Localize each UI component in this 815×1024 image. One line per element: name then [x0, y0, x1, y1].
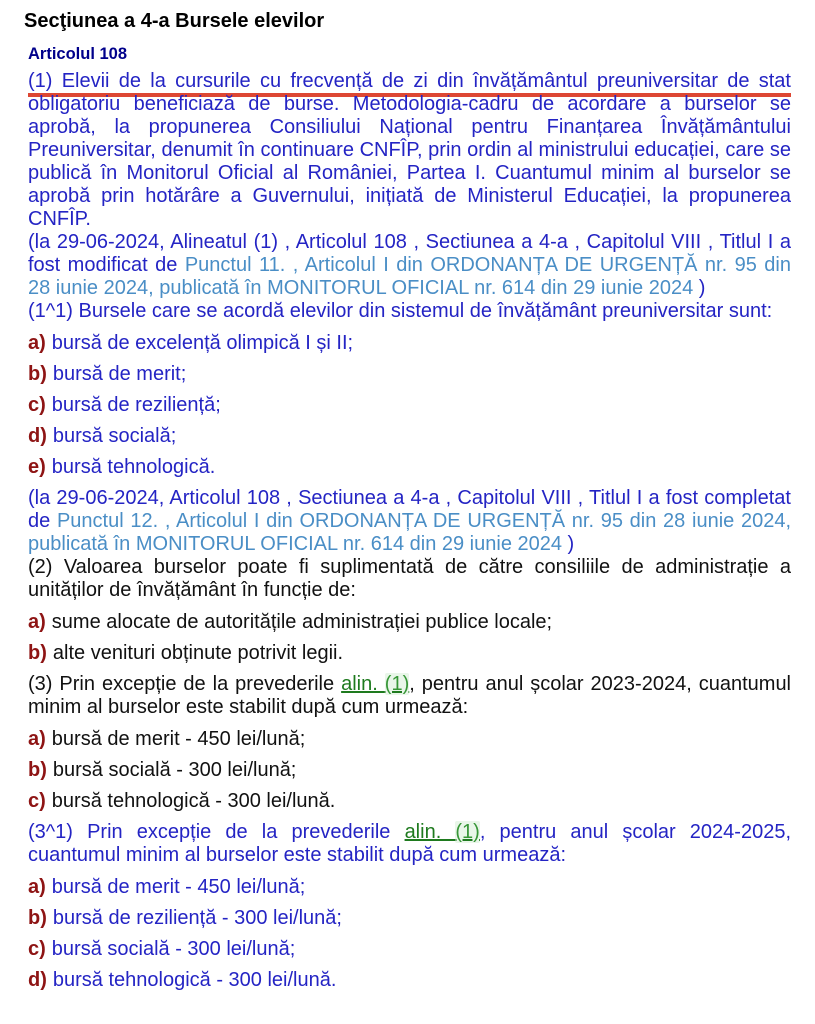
amendment-note-2-ordinance-link[interactable]: Punctul 12. , Articolul I din ORDONANȚA DE URGENȚĂ nr. 95 din 28 iunie 2024, publicată în MONITORUL OFICIAL nr. 614 din 29 iunie 2024 [28, 510, 791, 555]
paragraph-1-1: (1^1) Bursele care se acordă elevilor din sistemul de învățământ preuniversitar sunt: [28, 300, 773, 322]
list-item-text: bursă socială - 300 lei/lună; [51, 938, 296, 960]
list-item-marker: d) [28, 969, 47, 991]
list-item-text: bursă de reziliență - 300 lei/lună; [52, 907, 342, 929]
list-item [28, 969, 791, 991]
list-item [28, 759, 791, 781]
list-item-text: bursă tehnologică - 300 lei/lună. [52, 969, 337, 991]
alin-link-ref: (1) [455, 821, 480, 843]
list-item-marker: a) [28, 332, 46, 354]
list-item-text: bursă de merit; [52, 363, 187, 385]
amounts-2024-list [28, 876, 791, 991]
list-item-text: bursă tehnologică - 300 lei/lună. [51, 790, 336, 812]
list-item-text: alte venituri obținute potrivit legii. [52, 642, 344, 664]
list-item-text: bursă de excelență olimpică I și II; [51, 332, 354, 354]
list-item [28, 611, 791, 633]
list-item-marker: b) [28, 363, 47, 385]
amendment-note-2 [28, 487, 791, 556]
list-item [28, 642, 791, 664]
alin-1-link[interactable] [341, 673, 409, 695]
paragraph-3 [28, 673, 791, 719]
amendment-note-2-suffix: ) [561, 533, 575, 555]
alin-link-ref: (1) [384, 673, 410, 695]
list-item-text: bursă de merit - 450 lei/lună; [51, 728, 306, 750]
list-item-marker: b) [28, 907, 47, 929]
list-item-marker: a) [28, 728, 46, 750]
list-item-text: bursă socială - 300 lei/lună; [52, 759, 297, 781]
list-item-marker: c) [28, 938, 46, 960]
list-item [28, 790, 791, 812]
paragraph-1 [28, 70, 791, 231]
list-item [28, 425, 791, 447]
article-title: Articolul 108 [28, 45, 128, 63]
list-item-marker: d) [28, 425, 47, 447]
supplement-sources-list [28, 611, 791, 664]
list-item [28, 456, 791, 478]
list-item-marker: c) [28, 790, 46, 812]
paragraph-1-rest: obligatoriu beneficiază de burse. Metodologia-cadru de acordare a burselor se aprobă, la propunerea Consiliului Național pentru Finanțarea Învățământului Preuniversitar, denumit în continuare CNFÎP, prin ordin al ministrului educației, care se publică în Monitorul Oficial al României, Partea I. Cuantumul minim al burselor se aprobă prin hotărâre a Guvernului, inițiată de Ministerul Educației, la propunerea CNFÎP. [28, 93, 791, 230]
annotated-underlined-text: (1) Elevii de la cursurile cu frecvență de zi din învățământul preuniversitar de stat [28, 70, 791, 97]
list-item [28, 907, 791, 929]
paragraph-3-1 [28, 821, 791, 867]
list-item-marker: b) [28, 759, 47, 781]
list-item-marker: a) [28, 611, 46, 633]
alin-link-label: alin. [341, 673, 385, 695]
section-title: Secţiunea a 4-a Bursele elevilor [24, 10, 325, 32]
list-item [28, 876, 791, 898]
amendment-note-1-ordinance-link[interactable]: Punctul 11. , Articolul I din ORDONANȚA DE URGENȚĂ nr. 95 din 28 iunie 2024, publicată în MONITORUL OFICIAL nr. 614 din 29 iunie 2024 [28, 254, 791, 299]
list-item-text: bursă socială; [52, 425, 177, 447]
amendment-note-1-suffix: ) [693, 277, 706, 299]
amendment-note-2-prefix: (la 29-06-2024, Articolul 108 , Sectiunea a 4-a , Capitolul VIII , Titlul I a fost completat de [28, 487, 791, 532]
list-item [28, 394, 791, 416]
list-item-marker: a) [28, 876, 46, 898]
alin-1-link[interactable] [405, 821, 480, 843]
amendment-note-1 [28, 231, 791, 300]
amounts-2023-list [28, 728, 791, 812]
list-item-text: bursă tehnologică. [51, 456, 216, 478]
list-item-text: sume alocate de autoritățile administrației publice locale; [51, 611, 553, 633]
list-item [28, 332, 791, 354]
paragraph-2: (2) Valoarea burselor poate fi suplimentată de către consiliile de administrație a unităților de învățământ în funcție de: [28, 556, 791, 601]
list-item-text: bursă de merit - 450 lei/lună; [51, 876, 306, 898]
paragraph-3-1-after: , pentru anul școlar 2024-2025, cuantumul minim al burselor este stabilit după cum urmează: [28, 821, 792, 866]
list-item [28, 938, 791, 960]
amendment-note-1-prefix: (la 29-06-2024, Alineatul (1) , Articolul 108 , Sectiunea a 4-a , Capitolul VIII , Titlul I a fost modificat de [28, 231, 791, 276]
paragraph-3-after: , pentru anul școlar 2023-2024, cuantumul minim al burselor este stabilit după cum urmează: [28, 673, 792, 718]
list-item [28, 728, 791, 750]
list-item-marker: c) [28, 394, 46, 416]
list-item-marker: b) [28, 642, 47, 664]
list-item-text: bursă de reziliență; [51, 394, 221, 416]
list-item-marker: e) [28, 456, 46, 478]
scholarship-types-list [28, 332, 791, 478]
paragraph-3-before: (3) Prin excepție de la prevederile [28, 673, 342, 695]
list-item [28, 363, 791, 385]
paragraph-3-1-before: (3^1) Prin excepție de la prevederile [28, 821, 405, 843]
alin-link-label: alin. [404, 821, 456, 843]
